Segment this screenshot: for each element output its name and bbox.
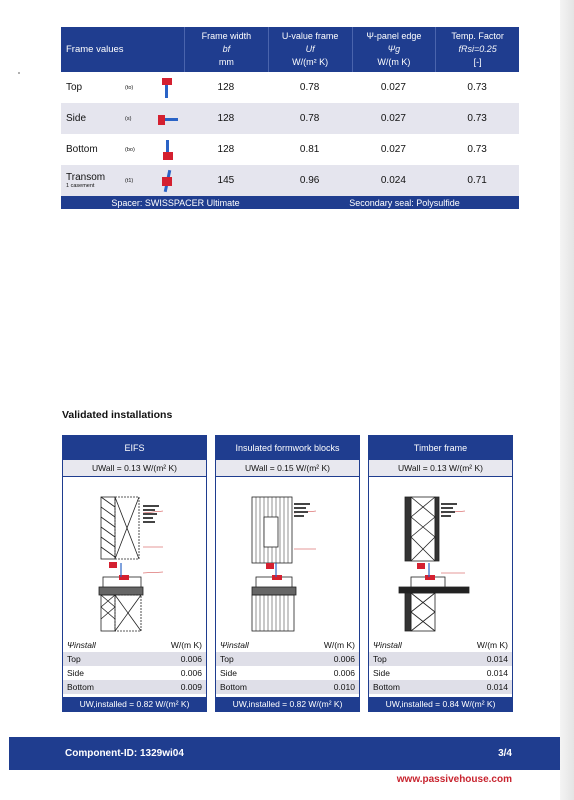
row-name-text: Top	[66, 82, 83, 93]
psi-row-label: Side	[373, 668, 391, 678]
col-title: Ψ-panel edge	[366, 31, 422, 41]
u-wall-value: UWall = 0.13 W/(m² K)	[369, 460, 512, 477]
temp-factor: 0.73	[467, 144, 487, 155]
frame-width-value: 128	[217, 82, 235, 93]
psi-label: Ψinstall	[67, 640, 96, 650]
psi-row-label: Bottom	[373, 682, 400, 692]
panel-title: Insulated formwork blocks	[216, 436, 359, 460]
col-title: Frame width	[201, 31, 252, 41]
section-title: Validated installations	[62, 409, 173, 421]
panel-title: EIFS	[63, 436, 206, 460]
u-wall-value: UWall = 0.15 W/(m² K)	[216, 460, 359, 477]
u-value-frame: 0.96	[299, 175, 320, 186]
col-title: U-value frame	[281, 31, 339, 41]
col-frame-width	[184, 27, 268, 72]
col-unit: W/(m² K)	[292, 57, 329, 67]
psi-panel-edge: 0.027	[380, 82, 406, 93]
row-code: (t1)	[125, 177, 134, 184]
temp-factor: 0.73	[467, 113, 487, 124]
temp-factor: 0.71	[467, 175, 487, 186]
col-symbol: bf	[222, 44, 231, 54]
row-code: (s)	[125, 115, 132, 122]
row-subtitle: 1 casement	[66, 182, 95, 189]
eifs-section-drawing	[63, 477, 206, 635]
psi-header	[216, 638, 359, 652]
col-unit: [-]	[473, 57, 482, 67]
scan-speck	[18, 72, 20, 74]
psi-unit: W/(m K)	[323, 640, 355, 650]
psi-row-value: 0.006	[333, 654, 355, 664]
psi-row	[63, 652, 206, 666]
page-number: 3/4	[498, 748, 512, 759]
table-row	[61, 103, 519, 134]
col-title: Temp. Factor	[451, 31, 504, 41]
frame-table-footer	[61, 196, 519, 209]
psi-row-value: 0.014	[486, 668, 508, 678]
frame-width-value: 145	[217, 175, 235, 186]
psi-row-value: 0.010	[333, 682, 355, 692]
row-name-text: Transom	[66, 171, 106, 183]
psi-row-value: 0.014	[486, 682, 508, 692]
formwork-section-drawing	[216, 477, 359, 635]
website-link[interactable]: www.passivehouse.com	[396, 774, 512, 785]
psi-row-value: 0.006	[180, 668, 202, 678]
row-code: (to)	[125, 84, 134, 91]
psi-row	[369, 652, 512, 666]
frame-width-value: 128	[217, 144, 235, 155]
psi-row-value: 0.009	[180, 682, 202, 692]
u-installed-value: UW,installed = 0.84 W/(m² K)	[369, 697, 512, 711]
psi-row	[63, 666, 206, 680]
installation-panel-formwork	[215, 435, 360, 712]
psi-unit: W/(m K)	[476, 640, 508, 650]
row-name-text: Bottom	[66, 144, 98, 155]
psi-row-value: 0.006	[180, 654, 202, 664]
psi-row	[369, 666, 512, 680]
frame-side-profile-icon	[156, 107, 184, 131]
u-installed-value: UW,installed = 0.82 W/(m² K)	[63, 697, 206, 711]
psi-row-label: Top	[67, 654, 81, 664]
psi-row	[216, 680, 359, 694]
psi-panel-edge: 0.027	[380, 113, 406, 124]
row-code: (bo)	[125, 146, 135, 153]
psi-row-label: Top	[220, 654, 234, 664]
psi-panel-edge: 0.024	[380, 175, 406, 186]
u-value-frame: 0.78	[299, 82, 320, 93]
component-id: Component-ID: 1329wi04	[65, 748, 184, 759]
col-psi-panel-edge	[352, 27, 436, 72]
installation-panel-eifs	[62, 435, 207, 712]
psi-row-label: Bottom	[220, 682, 247, 692]
psi-row-value: 0.006	[333, 668, 355, 678]
frame-table-header	[61, 27, 519, 72]
psi-row-label: Side	[67, 668, 85, 678]
secondary-seal-note: Secondary seal: Polysulfide	[349, 197, 460, 208]
psi-header	[369, 638, 512, 652]
u-wall-value: UWall = 0.13 W/(m² K)	[63, 460, 206, 477]
col-u-value-frame	[268, 27, 352, 72]
psi-row-value: 0.014	[486, 654, 508, 664]
row-name	[61, 82, 125, 93]
psi-unit: W/(m K)	[170, 640, 202, 650]
timber-section-drawing	[369, 477, 512, 635]
table-row	[61, 165, 519, 196]
psi-row	[63, 680, 206, 694]
component-id-bar	[9, 737, 560, 770]
psi-row	[369, 680, 512, 694]
table-row	[61, 72, 519, 103]
frame-width-value: 128	[217, 113, 235, 124]
row-name-text: Side	[66, 113, 87, 124]
temp-factor: 0.73	[467, 82, 487, 93]
page-edge-shadow	[560, 0, 574, 800]
psi-label: Ψinstall	[220, 640, 249, 650]
row-name	[61, 144, 125, 155]
frame-values-label: Frame values	[66, 43, 124, 55]
frame-bottom-profile-icon	[156, 138, 184, 162]
u-value-frame: 0.78	[299, 113, 320, 124]
psi-row	[216, 666, 359, 680]
col-symbol: Ψg	[387, 44, 401, 54]
panel-title: Timber frame	[369, 436, 512, 460]
col-symbol: Uf	[305, 44, 315, 54]
row-name	[61, 113, 125, 124]
col-symbol: fRsi=0.25	[458, 44, 497, 54]
psi-header	[63, 638, 206, 652]
psi-panel-edge: 0.027	[380, 144, 406, 155]
row-name	[61, 172, 125, 190]
col-unit: mm	[218, 57, 234, 67]
psi-row-label: Top	[373, 654, 387, 664]
spacer-note: Spacer: SWISSPACER Ultimate	[111, 197, 240, 208]
psi-row-label: Bottom	[67, 682, 94, 692]
table-row	[61, 134, 519, 165]
installation-panel-timber	[368, 435, 513, 712]
col-temp-factor	[435, 27, 519, 72]
u-value-frame: 0.81	[299, 144, 320, 155]
frame-top-profile-icon	[156, 76, 184, 100]
col-unit: W/(m K)	[377, 57, 411, 67]
psi-row-label: Side	[220, 668, 238, 678]
u-installed-value: UW,installed = 0.82 W/(m² K)	[216, 697, 359, 711]
psi-row	[216, 652, 359, 666]
psi-label: Ψinstall	[373, 640, 402, 650]
frame-values-table	[61, 27, 519, 209]
frame-transom-profile-icon	[156, 169, 184, 193]
